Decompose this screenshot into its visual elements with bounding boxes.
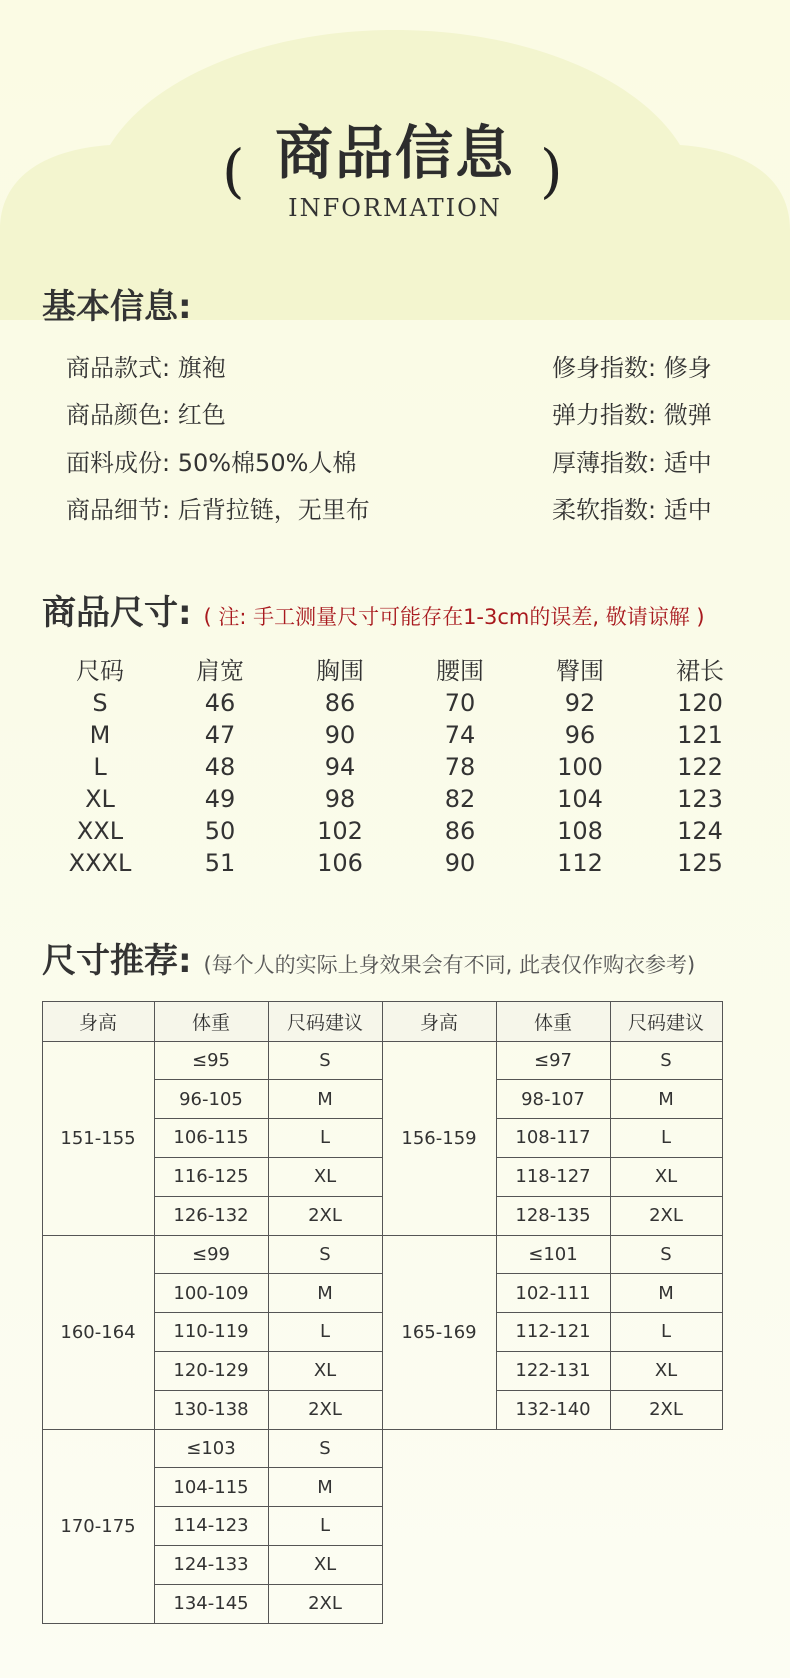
grid-line — [496, 1001, 497, 1429]
size-recommend-table — [42, 1001, 748, 1635]
size-cell: XXXL — [68, 849, 132, 877]
size-cell: XXL — [76, 817, 124, 845]
size-suggestion-cell: XL — [654, 1360, 678, 1382]
info-fit: 修身指数: 修身 — [552, 354, 712, 382]
size-cell: 92 — [564, 689, 596, 717]
size-cell: 82 — [444, 785, 476, 813]
recommend-heading — [42, 941, 696, 981]
size-cell: L — [93, 753, 107, 781]
weight-range-cell: 122-131 — [515, 1360, 591, 1382]
grid-line — [610, 1001, 611, 1429]
size-cell: 102 — [317, 817, 363, 845]
recommend-column-header: 身高 — [42, 1001, 154, 1041]
grid-line — [268, 1001, 269, 1623]
grid-line — [382, 1235, 497, 1236]
weight-range-cell: ≤99 — [192, 1243, 230, 1265]
size-note: ( 注: 手工测量尺寸可能存在1-3cm的误差, 敬请谅解 ) — [203, 605, 705, 629]
grid-line — [382, 1429, 723, 1430]
size-suggestion-cell: M — [658, 1088, 674, 1110]
size-suggestion-cell: L — [660, 1127, 672, 1149]
weight-range-cell: 116-125 — [173, 1166, 249, 1188]
size-cell: M — [89, 721, 111, 749]
size-cell: 120 — [677, 689, 723, 717]
size-suggestion-cell: S — [319, 1243, 331, 1265]
weight-range-cell: 114-123 — [173, 1515, 249, 1537]
size-suggestion-cell: M — [658, 1282, 674, 1304]
size-cell: 90 — [324, 721, 356, 749]
recommend-column-header: 体重 — [496, 1001, 610, 1041]
weight-range-cell: 104-115 — [173, 1476, 249, 1498]
size-cell: 86 — [444, 817, 476, 845]
basic-info-heading: 基本信息: — [42, 287, 192, 327]
grid-line — [154, 1001, 155, 1623]
size-suggestion-cell: M — [317, 1476, 333, 1498]
size-suggestion-cell: XL — [654, 1166, 678, 1188]
info-stretch: 弹力指数: 微弹 — [552, 401, 712, 429]
size-cell: 70 — [444, 689, 476, 717]
grid-line — [42, 1623, 383, 1624]
size-cell: 50 — [204, 817, 236, 845]
size-cell: S — [92, 689, 108, 717]
size-suggestion-cell: 2XL — [308, 1593, 342, 1615]
size-suggestion-cell: XL — [313, 1360, 337, 1382]
weight-range-cell: 98-107 — [521, 1088, 585, 1110]
page-subtitle: INFORMATION — [288, 194, 502, 222]
weight-range-cell: 128-135 — [515, 1205, 591, 1227]
info-detail: 商品细节: 后背拉链，无里布 — [66, 496, 370, 524]
size-cell: 112 — [557, 849, 603, 877]
weight-range-cell: 130-138 — [173, 1399, 249, 1421]
size-cell: 124 — [677, 817, 723, 845]
size-heading — [42, 593, 705, 633]
size-cell: 104 — [557, 785, 603, 813]
size-column-header: 尺码 — [76, 657, 124, 685]
size-suggestion-cell: S — [319, 1049, 331, 1071]
size-heading-text: 商品尺寸: — [42, 593, 192, 633]
size-suggestion-cell: 2XL — [649, 1399, 683, 1421]
size-suggestion-cell: S — [660, 1049, 672, 1071]
size-suggestion-cell: XL — [313, 1166, 337, 1188]
height-range-cell: 170-175 — [60, 1515, 136, 1537]
size-cell: 125 — [677, 849, 723, 877]
size-cell: 90 — [444, 849, 476, 877]
size-suggestion-cell: 2XL — [308, 1399, 342, 1421]
size-cell: 106 — [317, 849, 363, 877]
weight-range-cell: 132-140 — [515, 1399, 591, 1421]
size-column-header: 裙长 — [676, 657, 724, 685]
size-table — [40, 655, 760, 879]
info-fabric: 面料成份: 50%棉50%人棉 — [66, 449, 357, 477]
size-cell: 48 — [204, 753, 236, 781]
weight-range-cell: ≤95 — [192, 1049, 230, 1071]
size-suggestion-cell: M — [317, 1088, 333, 1110]
size-cell: 47 — [204, 721, 236, 749]
weight-range-cell: 108-117 — [515, 1127, 591, 1149]
grid-line — [42, 1429, 155, 1430]
size-cell: 98 — [324, 785, 356, 813]
size-suggestion-cell: L — [660, 1321, 672, 1343]
weight-range-cell: ≤97 — [534, 1049, 572, 1071]
size-table-row — [40, 815, 760, 847]
size-cell: 46 — [204, 689, 236, 717]
size-cell: 74 — [444, 721, 476, 749]
size-table-header — [40, 655, 760, 687]
size-suggestion-cell: XL — [313, 1554, 337, 1576]
grid-line — [42, 1041, 723, 1042]
grid-line — [42, 1001, 43, 1623]
size-suggestion-cell: L — [319, 1127, 331, 1149]
size-cell: 122 — [677, 753, 723, 781]
size-cell: 78 — [444, 753, 476, 781]
grid-line — [42, 1001, 723, 1002]
size-column-header: 胸围 — [316, 657, 364, 685]
size-table-row — [40, 847, 760, 879]
size-suggestion-cell: L — [319, 1515, 331, 1537]
size-table-row — [40, 751, 760, 783]
size-cell: 86 — [324, 689, 356, 717]
size-cell: 123 — [677, 785, 723, 813]
size-suggestion-cell: S — [319, 1437, 331, 1459]
size-column-header: 肩宽 — [196, 657, 244, 685]
weight-range-cell: 126-132 — [173, 1205, 249, 1227]
size-suggestion-cell: 2XL — [649, 1205, 683, 1227]
size-table-row — [40, 687, 760, 719]
size-cell: 94 — [324, 753, 356, 781]
weight-range-cell: 112-121 — [515, 1321, 591, 1343]
weight-range-cell: 106-115 — [173, 1127, 249, 1149]
page-title: 商品信息 — [274, 119, 515, 187]
grid-line — [42, 1235, 155, 1236]
page-header — [0, 110, 790, 230]
weight-range-cell: ≤103 — [186, 1437, 236, 1459]
size-cell: 51 — [204, 849, 236, 877]
size-table-row — [40, 719, 760, 751]
right-bracket: ) — [540, 137, 563, 205]
info-color: 商品颜色: 红色 — [66, 401, 226, 429]
size-cell: 100 — [557, 753, 603, 781]
height-range-cell: 160-164 — [60, 1321, 136, 1343]
recommend-note: (每个人的实际上身效果会有不同, 此表仅作购衣参考) — [203, 953, 696, 977]
height-range-cell: 156-159 — [401, 1127, 477, 1149]
weight-range-cell: 96-105 — [179, 1088, 243, 1110]
weight-range-cell: 100-109 — [173, 1282, 249, 1304]
weight-range-cell: 110-119 — [173, 1321, 249, 1343]
info-thickness: 厚薄指数: 适中 — [552, 449, 712, 477]
grid-line — [382, 1001, 383, 1429]
size-suggestion-cell: S — [660, 1243, 672, 1265]
size-column-header: 臀围 — [556, 657, 604, 685]
grid-line — [722, 1001, 723, 1429]
recommend-heading-text: 尺寸推荐: — [42, 941, 192, 981]
recommend-column-header: 尺码建议 — [268, 1001, 382, 1041]
height-range-cell: 165-169 — [401, 1321, 477, 1343]
recommend-column-header: 尺码建议 — [610, 1001, 722, 1041]
weight-range-cell: 124-133 — [173, 1554, 249, 1576]
info-style: 商品款式: 旗袍 — [66, 354, 226, 382]
size-suggestion-cell: 2XL — [308, 1205, 342, 1227]
recommend-column-header: 身高 — [382, 1001, 496, 1041]
weight-range-cell: 102-111 — [515, 1282, 591, 1304]
size-cell: 121 — [677, 721, 723, 749]
size-suggestion-cell: M — [317, 1282, 333, 1304]
size-cell: 108 — [557, 817, 603, 845]
size-column-header: 腰围 — [436, 657, 484, 685]
weight-range-cell: ≤101 — [528, 1243, 578, 1265]
size-cell: XL — [85, 785, 115, 813]
recommend-column-header: 体重 — [154, 1001, 268, 1041]
size-cell: 49 — [204, 785, 236, 813]
info-softness: 柔软指数: 适中 — [552, 496, 712, 524]
weight-range-cell: 118-127 — [515, 1166, 591, 1188]
size-table-row — [40, 783, 760, 815]
weight-range-cell: 120-129 — [173, 1360, 249, 1382]
weight-range-cell: 134-145 — [173, 1593, 249, 1615]
size-suggestion-cell: L — [319, 1321, 331, 1343]
size-cell: 96 — [564, 721, 596, 749]
height-range-cell: 151-155 — [60, 1127, 136, 1149]
left-bracket: ( — [222, 137, 245, 205]
